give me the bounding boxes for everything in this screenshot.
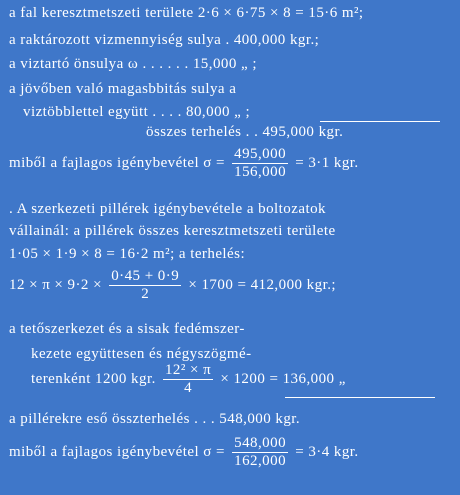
fraction-1-denominator: 156,000	[234, 164, 287, 180]
sum-rule-2	[285, 397, 435, 398]
formula-line-3	[31, 362, 346, 397]
formula-line-2	[9, 268, 336, 303]
fraction-3	[163, 362, 213, 397]
fraction-2-numerator: 0·45 + 0·9	[111, 268, 180, 284]
text-line-3: a viztartó önsulya ω . . . . . . 15,000 „ ;	[9, 56, 257, 72]
text-line-15: a pillérekre eső összterhelés . . . 548,000 kgr.	[9, 411, 301, 427]
sum-rule	[320, 121, 440, 122]
text-line-2: a raktározott vizmennyiség sulya . 400,000 kgr.;	[9, 32, 320, 48]
text-line-6: összes terhelés . . 495,000 kgr.	[146, 124, 344, 140]
formula-4-result: = 3·4 kgr.	[295, 443, 359, 460]
formula-line-4	[9, 435, 359, 470]
fraction-2	[109, 268, 181, 303]
text-line-10: 1·05 × 1·9 × 8 = 16·2 m²; a terhelés:	[9, 246, 246, 262]
fraction-1-numerator: 495,000	[234, 146, 287, 162]
text-line-13: kezete együttesen és négyszögmé-	[31, 346, 252, 362]
fraction-2-denominator: 2	[141, 286, 150, 302]
fraction-3-denominator: 4	[184, 380, 193, 396]
fraction-4-numerator: 548,000	[234, 435, 287, 451]
formula-3-result: × 1200 = 136,000 „	[220, 370, 346, 387]
formula-2-prefix: 12 × π × 9·2 ×	[9, 276, 102, 293]
text-line-9: vállainál: a pillérek összes keresztmetszeti területe	[9, 223, 336, 239]
fraction-3-numerator: 12² × π	[164, 362, 212, 378]
fraction-4	[232, 435, 288, 470]
text-line-1: a fal keresztmetszeti területe 2·6 × 6·75 × 8 = 15·6 m²;	[9, 5, 364, 21]
formula-line-1	[9, 146, 359, 181]
text-line-8: . A szerkezeti pillérek igénybevétele a boltozatok	[9, 201, 326, 217]
text-line-5: viztöbblettel együtt . . . . 80,000 „ ;	[23, 104, 251, 120]
formula-1-prefix: miből a fajlagos igénybevétel σ =	[9, 154, 225, 171]
formula-2-result: × 1700 = 412,000 kgr.;	[188, 276, 337, 293]
text-line-12: a tetőszerkezet és a sisak fedémszer-	[9, 321, 245, 337]
fraction-4-denominator: 162,000	[234, 453, 287, 469]
text-line-4: a jövőben való magasbbitás sulya a	[9, 81, 237, 97]
formula-1-result: = 3·1 kgr.	[295, 154, 359, 171]
fraction-1	[232, 146, 288, 181]
formula-3-prefix: terenként 1200 kgr.	[31, 370, 156, 387]
formula-4-prefix: miből a fajlagos igénybevétel σ =	[9, 443, 225, 460]
